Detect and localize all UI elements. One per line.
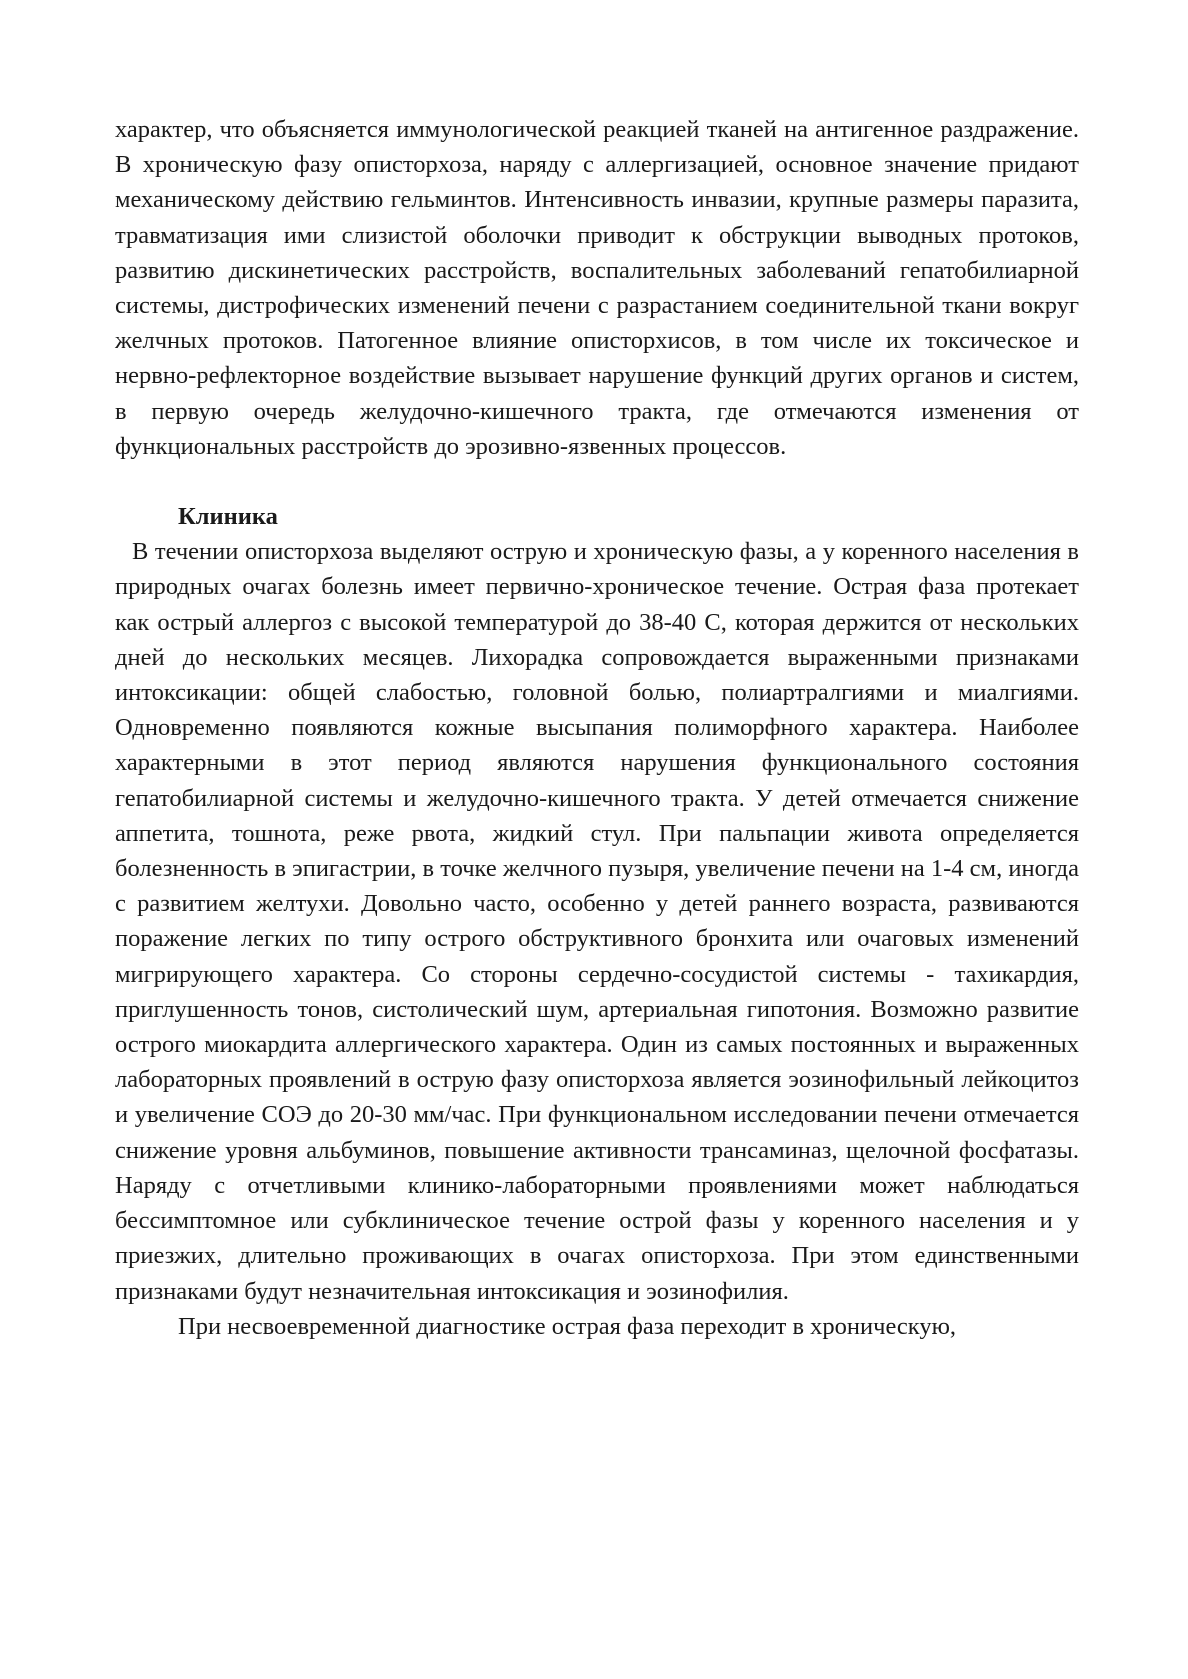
paragraph-chronic-transition: При несвоевременной диагностике острая фаза переходит в хроническую, bbox=[178, 1312, 957, 1340]
paragraph-pathogenesis: характер, что объясняется иммунологической реакцией тканей на антигенное раздражение. В хроническую фазу описторхоза, наряду с аллергизацией, основное значение придают механическому действию гельминтов. Интенсивность инвазии, крупные размеры паразита, травматизация ими слизистой оболочки приводит к обструкции выводных протоков, развитию дискинетических расстройств, воспалительных заболеваний гепатобилиарной системы, дистрофических изменений печени с разрастанием соединительной ткани вокруг желчных протоков. Патогенное влияние описторхисов, в том числе их токсическое и нервно-рефлекторное воздействие вызывает нарушение функций других органов и систем, в первую очередь желудочно-кишечного тракта, где отмечаются изменения от функциональных расстройств до эрозивно-язвенных процессов. bbox=[115, 116, 1079, 460]
section-heading-clinic: Клиника bbox=[178, 503, 278, 531]
text-column bbox=[115, 112, 1079, 1344]
paragraph-clinic: В течении описторхоза выделяют острую и хроническую фазы, а у коренного населения в природных очагах болезнь имеет первично-хроническое течение. Острая фаза протекает как острый аллергоз с высокой температурой до 38-40 С, которая держится от нескольких дней до нескольких месяцев. Лихорадка сопровождается выраженными признаками интоксикации: общей слабостью, головной болью, полиартралгиями и миалгиями. Одновременно появляются кожные высыпания полиморфного характера. Наиболее характерными в этот период являются нарушения функционального состояния гепатобилиарной системы и желудочно-кишечного тракта. У детей отмечается снижение аппетита, тошнота, реже рвота, жидкий стул. При пальпации живота определяется болезненность в эпигастрии, в точке желчного пузыря, увеличение печени на 1-4 см, иногда с развитием желтухи. Довольно часто, особенно у детей раннего возраста, развиваются поражение легких по типу острого обструктивного бронхита или очаговых изменений мигрирующего характера. Со стороны сердечно-сосудистой системы - тахикардия, приглушенность тонов, систолический шум, артериальная гипотония. Возможно развитие острого миокардита аллергического характера. Один из самых постоянных и выраженных лабораторных проявлений в острую фазу описторхоза является эозинофильный лейкоцитоз и увеличение СОЭ до 20-30 мм/час. При функциональном исследовании печени отмечается снижение уровня альбуминов, повышение активности трансаминаз, щелочной фосфатазы. Наряду с отчетливыми клинико-лабораторными проявлениями может наблюдаться бессимптомное или субклиническое течение острой фазы у коренного населения и у приезжих, длительно проживающих в очагах описторхоза. При этом единственными признаками будут незначительная интоксикация и эозинофилия. bbox=[115, 538, 1079, 1305]
